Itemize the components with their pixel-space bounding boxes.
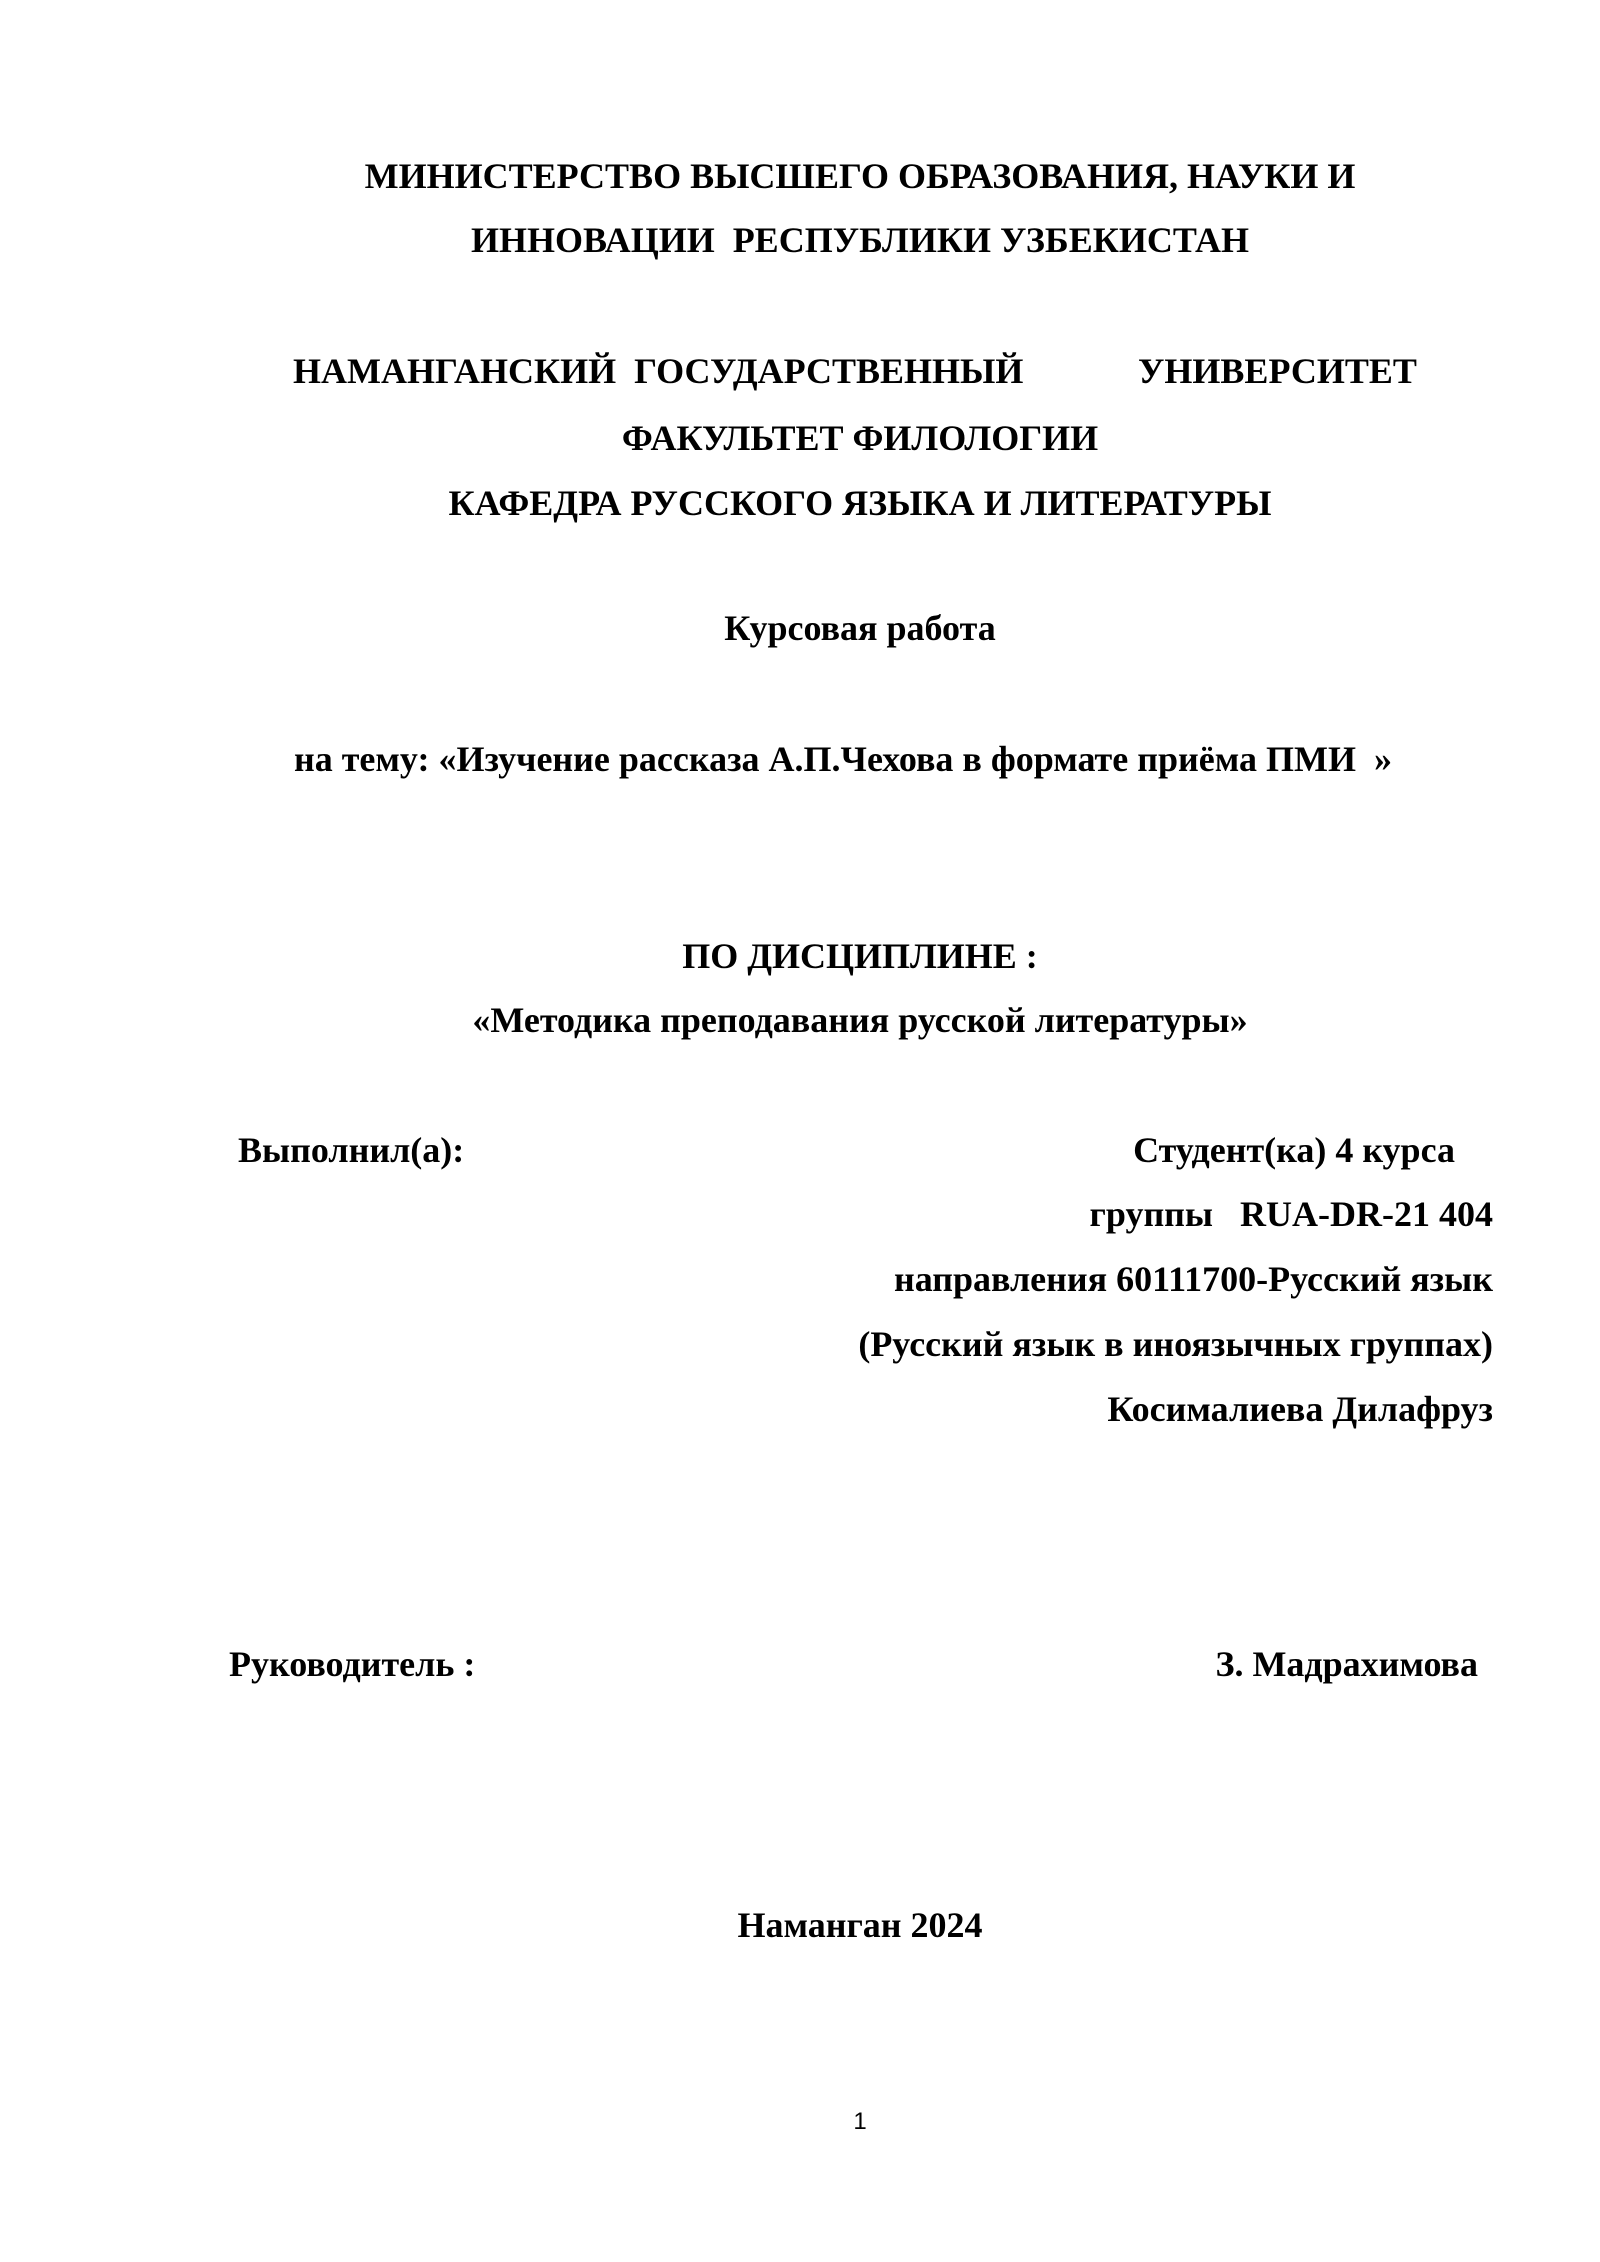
ministry-line-2: ИННОВАЦИИ РЕСПУБЛИКИ УЗБЕКИСТАН — [470, 220, 1250, 260]
work-topic: на тему: «Изучение рассказа А.П.Чехова в формате приёма ПМИ » — [294, 739, 1392, 779]
university-name-left: НАМАНГАНСКИЙ ГОСУДАРСТВЕННЫЙ — [293, 351, 1024, 391]
work-type: Курсовая работа — [724, 608, 996, 648]
discipline-name: «Методика преподавания русской литературы» — [472, 1000, 1248, 1040]
author-name: Косималиева Дилафруз — [1107, 1389, 1493, 1429]
supervisor-label: Руководитель : — [229, 1644, 476, 1684]
university-name-right: УНИВЕРСИТЕТ — [1138, 351, 1417, 391]
author-label: Выполнил(а): — [238, 1130, 465, 1170]
author-group: группы RUA-DR-21 404 — [1089, 1194, 1493, 1234]
author-direction-note: (Русский язык в иноязычных группах) — [858, 1324, 1493, 1364]
discipline-label: ПО ДИСЦИПЛИНЕ : — [682, 936, 1038, 976]
supervisor-name: З. Мадрахимова — [1215, 1644, 1478, 1684]
author-direction: направления 60111700-Русский язык — [893, 1259, 1493, 1299]
ministry-line-1: МИНИСТЕРСТВО ВЫСШЕГО ОБРАЗОВАНИЯ, НАУКИ И — [364, 156, 1356, 196]
city-year: Наманган 2024 — [737, 1905, 983, 1945]
author-course: Студент(ка) 4 курса — [1133, 1130, 1455, 1170]
faculty-name: ФАКУЛЬТЕТ ФИЛОЛОГИИ — [621, 418, 1099, 458]
department-name: КАФЕДРА РУССКОГО ЯЗЫКА И ЛИТЕРАТУРЫ — [448, 483, 1272, 523]
page-number: 1 — [853, 2108, 867, 2135]
